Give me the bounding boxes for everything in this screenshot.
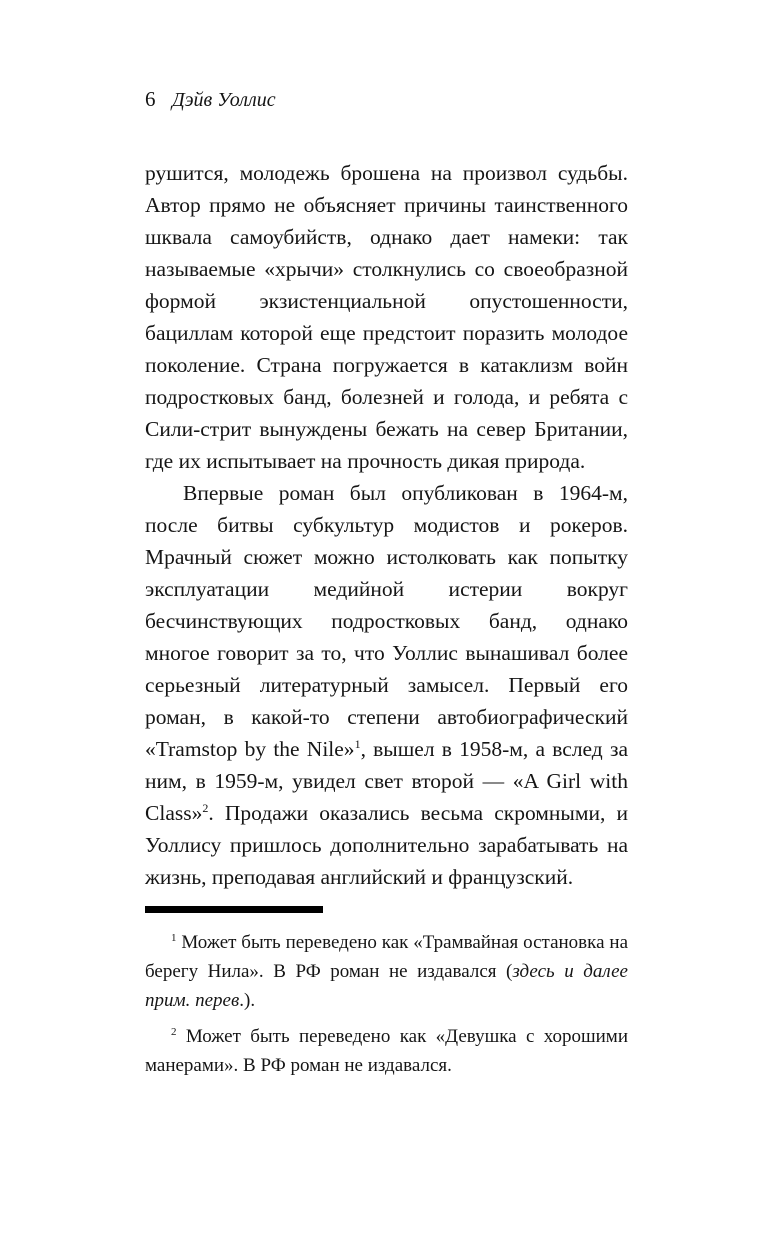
footnotes-section (145, 928, 628, 1080)
footnote-divider (145, 906, 323, 913)
paragraph-text: Впервые роман был опубликован в 1964-м, после битвы субкультур модистов и рокеров. Мрачный сюжет можно истолковать как попытку эксплуатации медийной истерии вокруг бесчинствующих подростковых банд, однако многое говорит за то, что Уоллис вынашивал более серьезный литературный замысел. Первый его роман, в какой-то степени автобиографический «Tramstop by the Nile» (145, 481, 628, 761)
footnote-1 (145, 928, 628, 1015)
paragraph-text: . Продажи оказались весьма скромными, и Уоллису пришлось дополнительно зарабатывать на жизнь, преподавая английский и французский. (145, 801, 628, 889)
author-name: Дэйв Уоллис (172, 89, 276, 111)
footnote-2-marker: 2 (171, 1026, 177, 1038)
footnote-2 (145, 1022, 628, 1080)
footnote-1-text: Может быть переведено как «Трамвайная остановка на берегу Нила». В РФ роман не издавался ( (145, 932, 628, 982)
footnote-ref-2: 2 (202, 801, 209, 815)
footnote-1-italic-text: здесь и далее прим. перев (145, 961, 628, 1011)
text-column (145, 86, 628, 1087)
footnote-1-marker: 1 (171, 932, 177, 944)
footnote-ref-1: 1 (354, 737, 361, 751)
paragraph (145, 477, 628, 893)
paragraph-text: , вышел в 1958-м, а вслед за ним, в 1959-м, увидел свет второй — «A Girl with Class» (145, 737, 628, 825)
body-text (145, 157, 628, 893)
page-number: 6 (145, 87, 156, 111)
footnote-1-text-end: .). (239, 990, 256, 1011)
footnote-2-text: Может быть переведено как «Девушка с хорошими манерами». В РФ роман не издавался. (145, 1026, 628, 1076)
running-header (145, 86, 628, 113)
paragraph-continuation: рушится, молодежь брошена на произвол судьбы. Автор прямо не объясняет причины таинственного шквала самоубийств, однако дает намеки: так называемые «хрычи» столкнулись со своеобразной формой экзистенциальной опустошенности, бациллам которой еще предстоит поразить молодое поколение. Страна погружается в катаклизм войн подростковых банд, болезней и голода, и ребята с Сили-стрит вынуждены бежать на север Британии, где их испытывает на прочность дикая природа. (145, 161, 628, 473)
